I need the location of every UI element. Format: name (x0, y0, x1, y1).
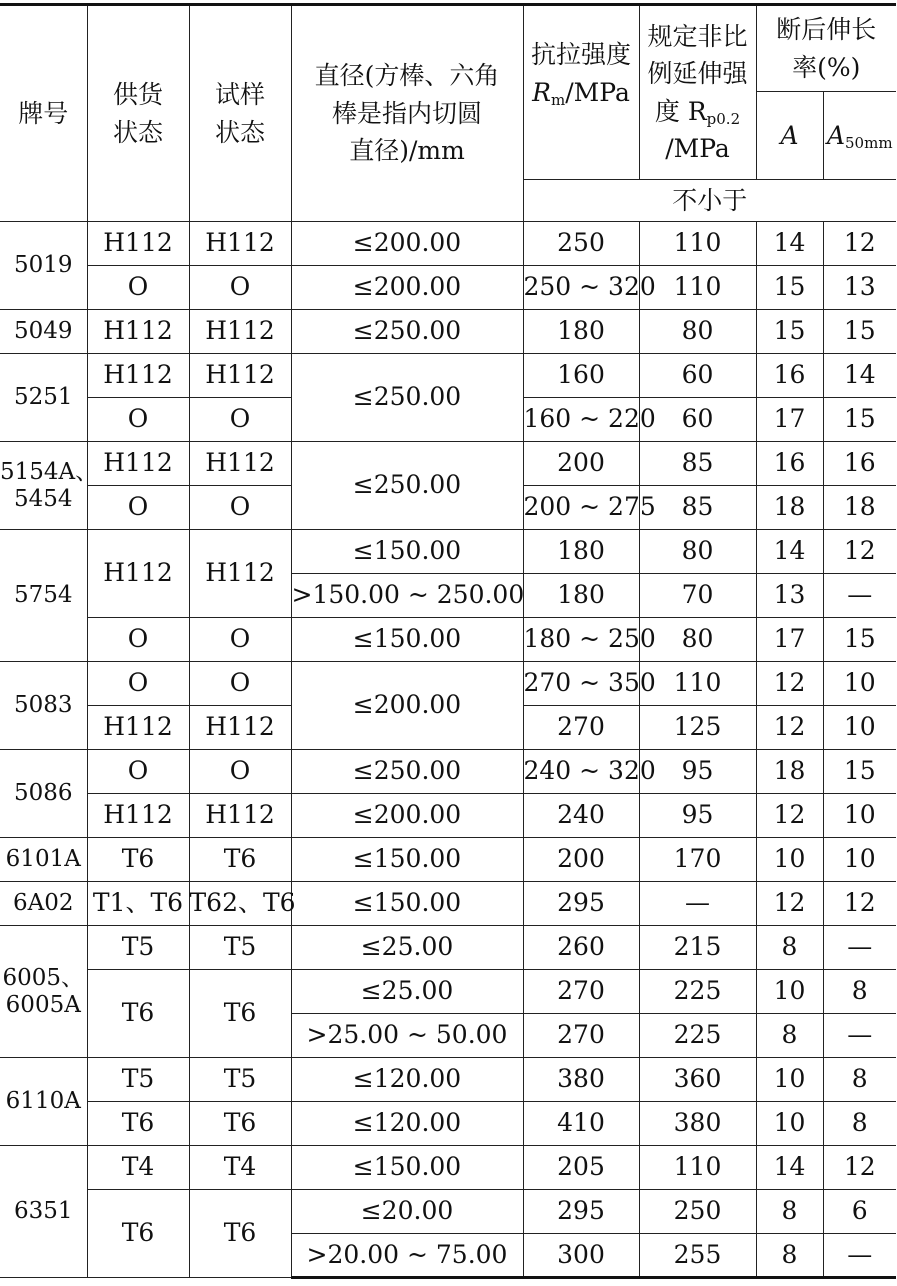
elongation-a50mm-cell: 12 (823, 1146, 896, 1190)
elongation-a50mm-cell: 8 (823, 970, 896, 1014)
diameter-cell: ≤250.00 (291, 750, 523, 794)
elongation-a-cell: 14 (756, 1146, 823, 1190)
tensile-strength-cell: 160 ~ 220 (523, 398, 639, 442)
tensile-strength-cell: 200 (523, 442, 639, 486)
grade-cell (0, 222, 87, 310)
elongation-a50mm-cell: 12 (823, 882, 896, 926)
elongation-a50mm-cell: 18 (823, 486, 896, 530)
tensile-strength-cell: 295 (523, 882, 639, 926)
elongation-a50mm-cell: 8 (823, 1102, 896, 1146)
elongation-a50mm-cell: — (823, 1014, 896, 1058)
sample-state-cell: T6 (189, 1102, 291, 1146)
sample-state-cell: H112 (189, 310, 291, 354)
tensile-strength-cell: 180 (523, 530, 639, 574)
proof-strength-cell: 255 (639, 1234, 756, 1278)
header-a: A (756, 92, 823, 180)
sample-state-cell: H112 (189, 354, 291, 398)
diameter-cell: ≤20.00 (291, 1190, 523, 1234)
proof-strength-cell: 110 (639, 222, 756, 266)
sample-state-cell: T6 (189, 970, 291, 1058)
diameter-cell: ≤250.00 (291, 442, 523, 530)
diameter-cell: ≤250.00 (291, 310, 523, 354)
grade-label: 5154A、 (0, 459, 99, 486)
tensile-strength-cell: 295 (523, 1190, 639, 1234)
elongation-a-cell: 8 (756, 1234, 823, 1278)
proof-strength-cell: 110 (639, 266, 756, 310)
header-elongation: 断后伸长 率(%) (756, 5, 896, 92)
proof-strength-cell: 250 (639, 1190, 756, 1234)
sample-state-cell: T5 (189, 1058, 291, 1102)
diameter-cell: ≤120.00 (291, 1058, 523, 1102)
grade-label: 5019 (13, 252, 73, 279)
supply-state-cell: T6 (87, 838, 189, 882)
proof-strength-cell: 110 (639, 662, 756, 706)
table-row (0, 442, 896, 486)
tensile-strength-cell: 380 (523, 1058, 639, 1102)
header-sample-state: 试样 状态 (189, 5, 291, 222)
elongation-a50mm-cell: 12 (823, 530, 896, 574)
table-row (0, 222, 896, 266)
elongation-a50mm-cell: 13 (823, 266, 896, 310)
elongation-a50mm-cell: — (823, 1234, 896, 1278)
grade-label: 6005、 (2, 965, 85, 992)
elongation-a-cell: 15 (756, 310, 823, 354)
sample-state-cell: O (189, 618, 291, 662)
grade-cell (0, 662, 87, 750)
tensile-strength-cell: 250 (523, 222, 639, 266)
table-row (0, 794, 896, 838)
sample-state-cell: H112 (189, 794, 291, 838)
sample-state-cell: O (189, 662, 291, 706)
supply-state-cell: O (87, 486, 189, 530)
proof-strength-cell: 95 (639, 750, 756, 794)
supply-state-cell: H112 (87, 794, 189, 838)
elongation-a50mm-cell: 16 (823, 442, 896, 486)
elongation-a-cell: 13 (756, 574, 823, 618)
sample-state-cell: H112 (189, 530, 291, 618)
supply-state-cell: H112 (87, 222, 189, 266)
elongation-a50mm-cell: 15 (823, 750, 896, 794)
grade-cell (0, 530, 87, 662)
elongation-a50mm-cell: 6 (823, 1190, 896, 1234)
elongation-a-cell: 15 (756, 266, 823, 310)
grade-cell (0, 1058, 87, 1146)
sample-state-cell: T4 (189, 1146, 291, 1190)
header-diameter: 直径(方棒、六角 棒是指内切圆 直径)/mm (291, 5, 523, 222)
elongation-a-cell: 12 (756, 706, 823, 750)
grade-label: 5454 (13, 485, 73, 512)
elongation-a-cell: 14 (756, 222, 823, 266)
table-row (0, 1102, 896, 1146)
proof-strength-cell: 80 (639, 618, 756, 662)
table-row (0, 838, 896, 882)
sample-state-cell: T6 (189, 1190, 291, 1278)
grade-label: 5754 (13, 582, 73, 609)
grade-cell (0, 310, 87, 354)
grade-cell (0, 750, 87, 838)
grade-label: 5049 (13, 318, 73, 345)
table-row (0, 970, 896, 1014)
diameter-cell: ≤150.00 (291, 1146, 523, 1190)
diameter-cell: ≤200.00 (291, 662, 523, 750)
elongation-a-cell: 8 (756, 1014, 823, 1058)
elongation-a-cell: 16 (756, 442, 823, 486)
tensile-strength-cell: 270 ~ 350 (523, 662, 639, 706)
proof-strength-cell: 60 (639, 398, 756, 442)
proof-strength-cell: 85 (639, 486, 756, 530)
grade-label: 5083 (13, 692, 73, 719)
grade-cell (0, 882, 87, 926)
supply-state-cell: H112 (87, 530, 189, 618)
supply-state-cell: T6 (87, 1102, 189, 1146)
elongation-a50mm-cell: 10 (823, 706, 896, 750)
elongation-a50mm-cell: 14 (823, 354, 896, 398)
table-row (0, 882, 896, 926)
elongation-a-cell: 10 (756, 1102, 823, 1146)
tensile-strength-cell: 270 (523, 1014, 639, 1058)
grade-cell (0, 1146, 87, 1278)
tensile-strength-cell: 240 (523, 794, 639, 838)
elongation-a-cell: 10 (756, 1058, 823, 1102)
tensile-strength-cell: 180 ~ 250 (523, 618, 639, 662)
supply-state-cell: T6 (87, 970, 189, 1058)
table-row (0, 266, 896, 310)
elongation-a-cell: 10 (756, 970, 823, 1014)
sample-state-cell: O (189, 398, 291, 442)
elongation-a50mm-cell: 10 (823, 794, 896, 838)
sample-state-cell: T5 (189, 926, 291, 970)
grade-cell (0, 442, 99, 530)
elongation-a-cell: 10 (756, 838, 823, 882)
proof-strength-cell: 80 (639, 530, 756, 574)
diameter-cell: ≤150.00 (291, 618, 523, 662)
sample-state-cell: T62、T6 (189, 882, 291, 926)
tensile-strength-cell: 250 ~ 320 (523, 266, 639, 310)
proof-strength-cell: 70 (639, 574, 756, 618)
elongation-a-cell: 8 (756, 926, 823, 970)
diameter-cell: >25.00 ~ 50.00 (291, 1014, 523, 1058)
elongation-a50mm-cell: 8 (823, 1058, 896, 1102)
table-row (0, 310, 896, 354)
proof-strength-cell: 380 (639, 1102, 756, 1146)
elongation-a50mm-cell: 10 (823, 662, 896, 706)
tensile-strength-cell: 205 (523, 1146, 639, 1190)
supply-state-cell: T5 (87, 926, 189, 970)
sample-state-cell: H112 (189, 222, 291, 266)
header-proof-strength: 规定非比 例延伸强 度 $R_{p0.2}$ /MPa (639, 5, 756, 180)
diameter-cell: ≤200.00 (291, 794, 523, 838)
elongation-a50mm-cell: 15 (823, 310, 896, 354)
tensile-strength-cell: 180 (523, 574, 639, 618)
tensile-strength-cell: 260 (523, 926, 639, 970)
diameter-cell: ≤200.00 (291, 222, 523, 266)
elongation-a-cell: 12 (756, 882, 823, 926)
supply-state-cell: T6 (87, 1190, 189, 1278)
tensile-strength-cell: 240 ~ 320 (523, 750, 639, 794)
supply-state-cell: H112 (87, 354, 189, 398)
tensile-strength-cell: 410 (523, 1102, 639, 1146)
header-min-note: 不小于 (523, 180, 896, 222)
header-tensile-strength: 抗拉强度 $R_m$/MPa (523, 5, 639, 180)
tensile-strength-cell: 270 (523, 706, 639, 750)
proof-strength-cell: 80 (639, 310, 756, 354)
diameter-cell: ≤150.00 (291, 882, 523, 926)
proof-strength-cell: 125 (639, 706, 756, 750)
table-row (0, 530, 896, 574)
table-row (0, 1146, 896, 1190)
supply-state-cell: T4 (87, 1146, 189, 1190)
sample-state-cell: O (189, 750, 291, 794)
grade-label: 6351 (13, 1198, 73, 1225)
supply-state-cell: T5 (87, 1058, 189, 1102)
elongation-a-cell: 18 (756, 750, 823, 794)
grade-label: 6005A (5, 991, 81, 1018)
table-row (0, 926, 896, 970)
supply-state-cell: O (87, 266, 189, 310)
elongation-a-cell: 16 (756, 354, 823, 398)
proof-strength-cell: 225 (639, 1014, 756, 1058)
diameter-cell: ≤25.00 (291, 926, 523, 970)
sample-state-cell: T6 (189, 838, 291, 882)
proof-strength-cell: 170 (639, 838, 756, 882)
diameter-cell: ≤150.00 (291, 530, 523, 574)
elongation-a50mm-cell: 10 (823, 838, 896, 882)
table-row (0, 1058, 896, 1102)
elongation-a50mm-cell: — (823, 574, 896, 618)
proof-strength-cell: 95 (639, 794, 756, 838)
sample-state-cell: O (189, 486, 291, 530)
diameter-cell: ≤250.00 (291, 354, 523, 442)
grade-label: 6110A (5, 1088, 81, 1115)
elongation-a50mm-cell: 15 (823, 618, 896, 662)
header-supply-state: 供货 状态 (87, 5, 189, 222)
tensile-strength-cell: 200 (523, 838, 639, 882)
tensile-strength-cell: 200 ~ 275 (523, 486, 639, 530)
proof-strength-cell: 85 (639, 442, 756, 486)
diameter-cell: ≤150.00 (291, 838, 523, 882)
grade-label: 6A02 (12, 890, 74, 917)
header-a50mm: $A_{50mm}$ (823, 92, 896, 180)
elongation-a-cell: 17 (756, 618, 823, 662)
supply-state-cell: H112 (87, 706, 189, 750)
elongation-a-cell: 14 (756, 530, 823, 574)
sample-state-cell: H112 (189, 442, 291, 486)
tensile-strength-cell: 160 (523, 354, 639, 398)
table-row (0, 1190, 896, 1234)
properties-table (0, 3, 896, 1279)
tensile-strength-cell: 270 (523, 970, 639, 1014)
diameter-cell: >150.00 ~ 250.00 (291, 574, 523, 618)
supply-state-cell: H112 (87, 310, 189, 354)
table-body (0, 222, 896, 1278)
table-row (0, 662, 896, 706)
diameter-cell: ≤25.00 (291, 970, 523, 1014)
table-row (0, 750, 896, 794)
sample-state-cell: H112 (189, 706, 291, 750)
elongation-a50mm-cell: — (823, 926, 896, 970)
grade-cell (0, 926, 87, 1058)
proof-strength-cell: 60 (639, 354, 756, 398)
proof-strength-cell: 215 (639, 926, 756, 970)
elongation-a50mm-cell: 12 (823, 222, 896, 266)
table-row (0, 618, 896, 662)
supply-state-cell: O (87, 618, 189, 662)
proof-strength-cell: 360 (639, 1058, 756, 1102)
grade-label: 6101A (5, 846, 81, 873)
sample-state-cell: O (189, 266, 291, 310)
grade-label: 5251 (13, 384, 73, 411)
proof-strength-cell: 225 (639, 970, 756, 1014)
elongation-a-cell: 12 (756, 662, 823, 706)
elongation-a-cell: 17 (756, 398, 823, 442)
tensile-strength-cell: 180 (523, 310, 639, 354)
table-row (0, 354, 896, 398)
grade-cell (0, 838, 87, 882)
supply-state-cell: O (87, 750, 189, 794)
diameter-cell: ≤200.00 (291, 266, 523, 310)
diameter-cell: >20.00 ~ 75.00 (291, 1234, 523, 1278)
tensile-strength-cell: 300 (523, 1234, 639, 1278)
proof-strength-cell: — (639, 882, 756, 926)
grade-label: 5086 (13, 780, 73, 807)
supply-state-cell: O (87, 662, 189, 706)
grade-cell (0, 354, 87, 442)
supply-state-cell: H112 (87, 442, 189, 486)
elongation-a-cell: 8 (756, 1190, 823, 1234)
proof-strength-cell: 110 (639, 1146, 756, 1190)
elongation-a-cell: 12 (756, 794, 823, 838)
supply-state-cell: T1、T6 (87, 882, 189, 926)
header-grade: 牌号 (0, 5, 87, 222)
supply-state-cell: O (87, 398, 189, 442)
elongation-a-cell: 18 (756, 486, 823, 530)
diameter-cell: ≤120.00 (291, 1102, 523, 1146)
elongation-a50mm-cell: 15 (823, 398, 896, 442)
